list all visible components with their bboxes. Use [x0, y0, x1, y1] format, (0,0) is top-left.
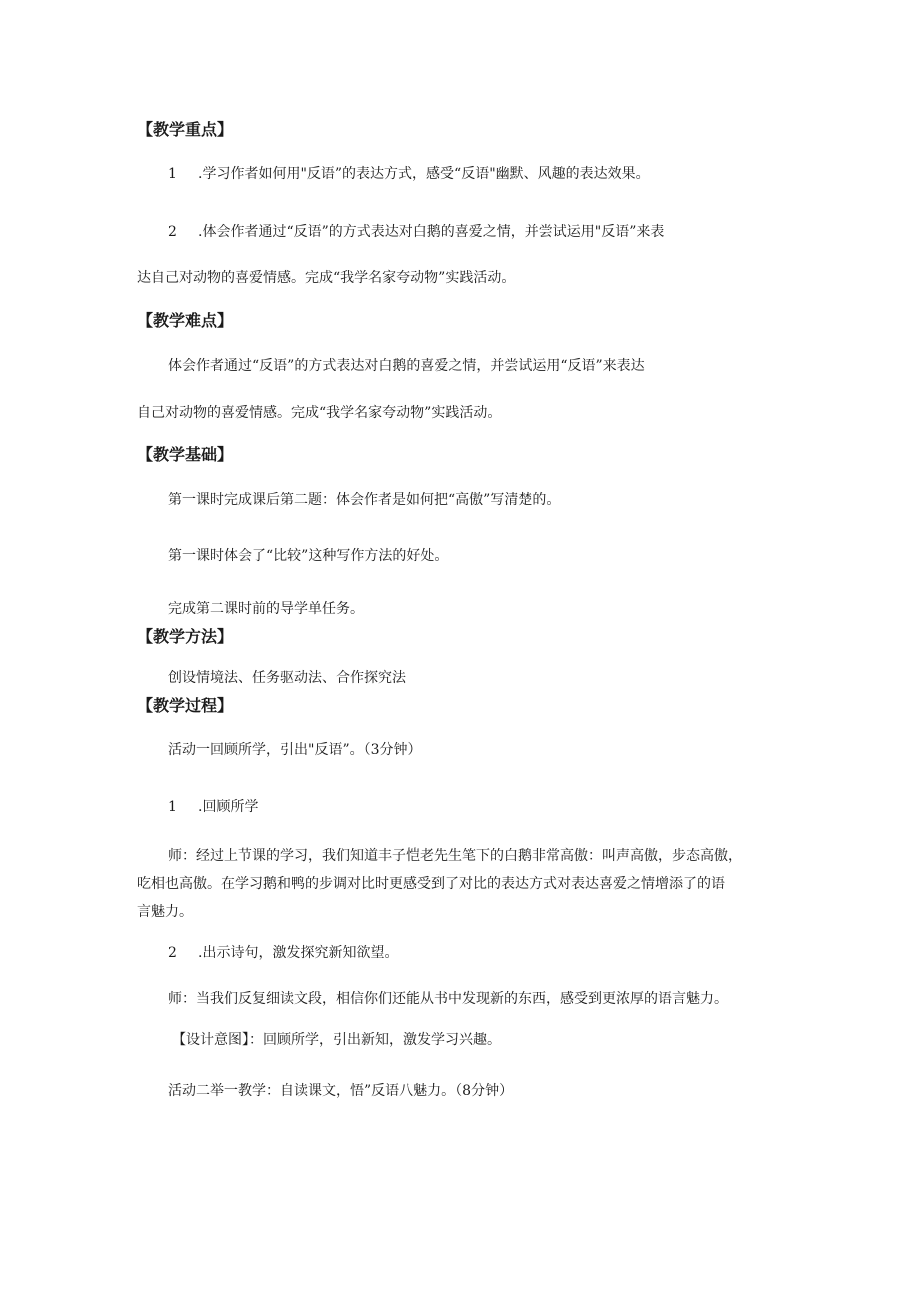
item-text: .体会作者通过“反语”的方式表达对白鹅的喜爱之情，并尝试运用"反语”来表	[198, 224, 665, 240]
teacher-remark-1-line-1: 师：经过上节课的学习，我们知道丰子恺老先生笔下的白鹅非常高傲：叫声高傲，步态高傲，	[168, 848, 742, 864]
key-point-item-2-continued: 达自己对动物的喜爱情感。完成“我学名家夸动物”实践活动。	[137, 270, 516, 286]
teacher-remark-1-line-3: 言魅力。	[137, 904, 193, 920]
heading-difficulties: 【教学难点】	[137, 311, 234, 330]
step-number: 1	[168, 799, 177, 815]
foundation-line-1: 第一课时完成课后第二题：体会作者是如何把“高傲”写清楚的。	[168, 492, 561, 508]
step-2	[168, 943, 398, 963]
teacher-remark-2: 师：当我们反复细读文段，相信你们还能从书中发现新的东西，感受到更浓厚的语言魅力。	[168, 991, 728, 1007]
step-number: 2	[168, 945, 177, 961]
activity-1: 活动一回顾所学，引出"反语”。（3分钟）	[168, 742, 422, 758]
item-text: .学习作者如何用"反语”的表达方式，感受“反语"幽默、风趣的表达效果。	[198, 166, 650, 182]
methods-line-1: 创设情境法、任务驱动法、合作探究法	[168, 670, 406, 686]
heading-methods: 【教学方法】	[137, 627, 234, 646]
activity-2: 活动二举一教学：自读课文，悟”反语八魅力。（8分钟）	[168, 1083, 514, 1099]
design-intent: 【设计意图】：回顾所学，引出新知，激发学习兴趣。	[172, 1032, 501, 1048]
step-text: .回顾所学	[198, 799, 259, 815]
heading-foundation: 【教学基础】	[137, 445, 234, 464]
foundation-line-2: 第一课时体会了“比较”这种写作方法的好处。	[168, 548, 449, 564]
key-point-item-2	[168, 222, 664, 242]
difficulty-line-2: 自己对动物的喜爱情感。完成“我学名家夸动物”实践活动。	[137, 405, 502, 421]
item-number: 2	[168, 224, 177, 240]
teacher-remark-1-line-2: 吃相也高傲。在学习鹅和鸭的步调对比时更感受到了对比的表达方式对表达喜爱之情增添了的语	[137, 876, 725, 892]
difficulty-line-1: 体会作者通过“反语”的方式表达对白鹅的喜爱之情，并尝试运用“反语”来表达	[168, 358, 645, 374]
heading-process: 【教学过程】	[137, 696, 234, 715]
foundation-line-3: 完成第二课时前的导学单任务。	[168, 601, 364, 617]
key-point-item-1	[168, 164, 650, 184]
heading-key-points: 【教学重点】	[137, 120, 234, 139]
item-number: 1	[168, 166, 177, 182]
step-1	[168, 797, 258, 817]
step-text: .出示诗句，激发探究新知欲望。	[198, 945, 399, 961]
